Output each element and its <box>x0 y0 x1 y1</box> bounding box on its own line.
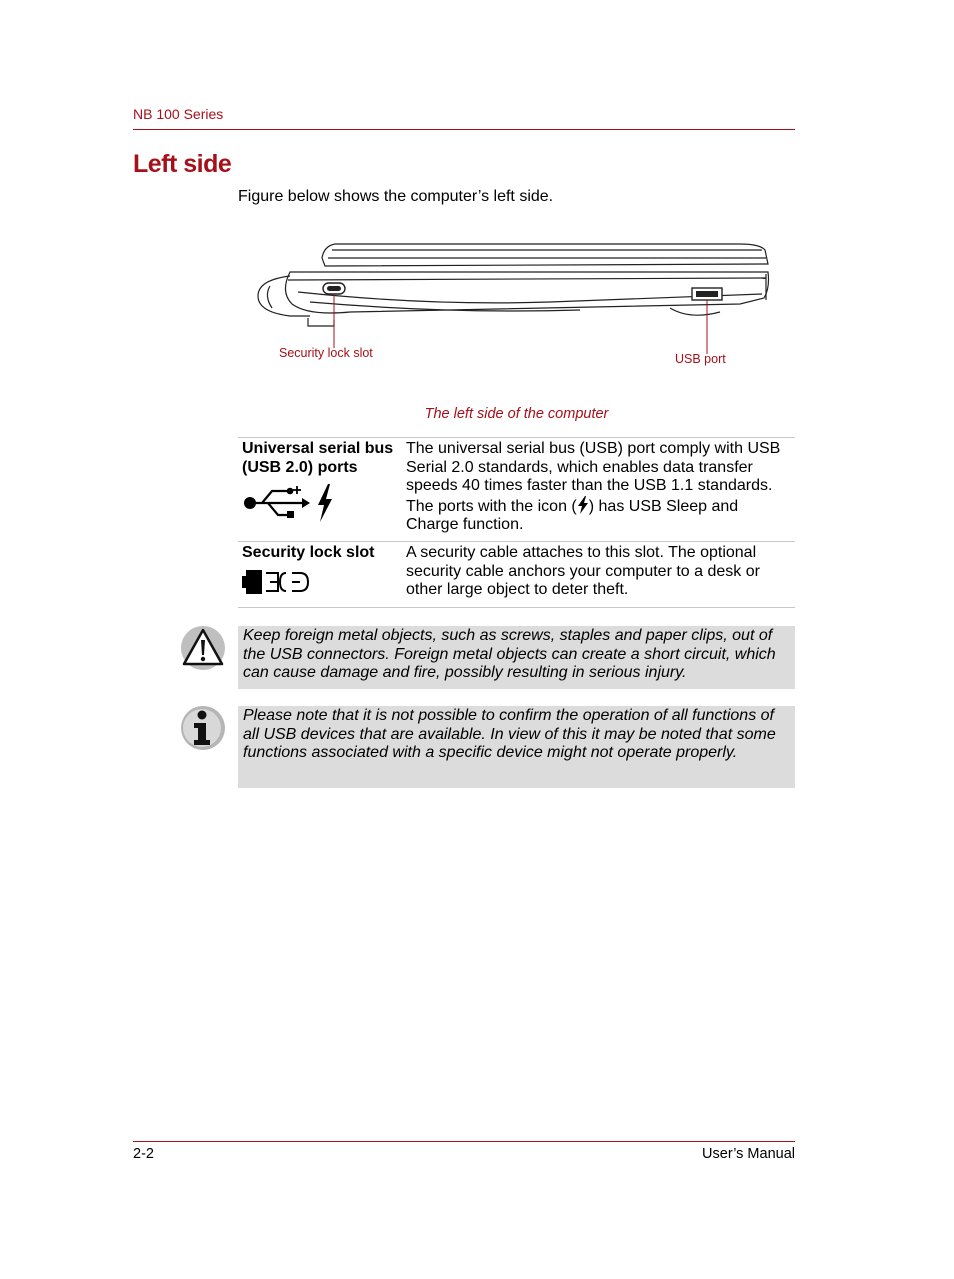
table-row <box>238 438 795 542</box>
port-description-table <box>238 437 795 608</box>
table-desc-cell: A security cable attaches to this slot. The optional security cable anchors your computer to a desk or other large object to deter theft. <box>402 541 795 607</box>
info-icon <box>180 705 226 751</box>
warning-note: Keep foreign metal objects, such as screws, staples and paper clips, out of the USB connectors. Foreign metal objects can create a short circuit, which can cause damage and fire, possibly resulting in serious injury. <box>238 626 795 689</box>
section-title: Left side <box>133 150 232 178</box>
table-row <box>238 541 795 607</box>
inline-lightning-bolt-icon <box>577 496 589 514</box>
warning-icon <box>180 625 226 671</box>
term-security-lock-slot: Security lock slot <box>242 543 375 561</box>
manual-title: User’s Manual <box>702 1146 795 1162</box>
security-lock-icon <box>242 568 312 596</box>
running-header: NB 100 Series <box>133 106 224 122</box>
lightning-bolt-icon <box>316 483 334 523</box>
term-usb-ports: Universal serial bus (USB 2.0) ports <box>242 440 394 476</box>
table-term-cell <box>238 541 402 607</box>
usb-desc-part1: The universal serial bus (USB) port comply with USB Serial 2.0 standards, which enables data transfer speeds 40 times faster than the USB 1.1 standards. The ports with the icon ( <box>406 440 781 515</box>
usb-icon <box>242 483 312 523</box>
callout-usb-port: USB port <box>675 352 726 366</box>
usb-desc-part2: ) has USB Sleep and Charge function. <box>406 497 739 534</box>
info-note: Please note that it is not possible to confirm the operation of all functions of all USB devices that are available. In view of this it may be noted that some functions associated with a specific device might not operate properly. <box>238 706 795 788</box>
table-term-cell <box>238 438 402 542</box>
footer-rule <box>133 1141 795 1142</box>
callout-security-lock-slot: Security lock slot <box>279 346 373 360</box>
table-desc-cell <box>402 438 795 542</box>
page-number: 2-2 <box>133 1146 154 1162</box>
intro-text: Figure below shows the computer’s left side. <box>238 188 554 205</box>
header-rule <box>133 129 795 130</box>
figure-caption: The left side of the computer <box>424 406 609 422</box>
